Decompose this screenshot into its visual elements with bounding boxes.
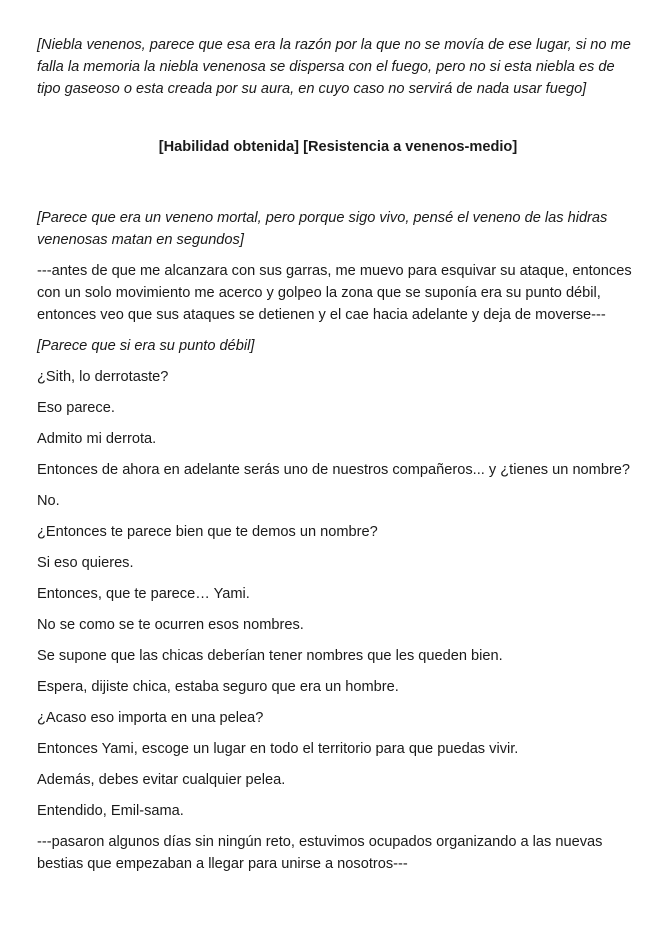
dialogue-line: Entonces Yami, escoge un lugar en todo el territorio para que puedas vivir. bbox=[37, 741, 519, 757]
dialogue-line: No. bbox=[37, 493, 60, 509]
dialogue-line: Admito mi derrota. bbox=[37, 431, 157, 447]
skill-obtained-heading: [Habilidad obtenida] [Resistencia a venenos-medio] bbox=[158, 139, 518, 155]
narration-paragraph: ---antes de que me alcanzara con sus garras, me muevo para esquivar su ataque, entonces con un solo movimiento me acerco y golpeo la zona que se suponía era su punto débil, entonces veo que sus ataques se detienen y el cae hacia adelante y deja de moverse--- bbox=[37, 263, 632, 323]
dialogue-line: Se supone que las chicas deberían tener nombres que les queden bien. bbox=[37, 648, 503, 664]
dialogue-line: Entonces de ahora en adelante serás uno de nuestros compañeros... y ¿tienes un nombre? bbox=[37, 462, 631, 478]
dialogue-line: Entendido, Emil-sama. bbox=[37, 803, 184, 819]
document-page bbox=[37, 34, 639, 884]
dialogue-line: Además, debes evitar cualquier pelea. bbox=[37, 772, 286, 788]
thought-paragraph: [Parece que si era su punto débil] bbox=[37, 338, 255, 354]
dialogue-line: Eso parece. bbox=[37, 400, 115, 416]
dialogue-line: ¿Sith, lo derrotaste? bbox=[37, 369, 169, 385]
intro-thought-paragraph: [Niebla venenos, parece que esa era la razón por la que no se movía de ese lugar, si no me falla la memoria la niebla venenosa se dispersa con el fuego, pero no si esta niebla es de tipo gaseoso o esta creada por su aura, en cuyo caso no servirá de nada usar fuego] bbox=[37, 37, 631, 97]
narration-paragraph: ---pasaron algunos días sin ningún reto, estuvimos ocupados organizando a las nuevas bestias que empezaban a llegar para unirse a nosotros--- bbox=[37, 834, 603, 872]
dialogue-line: Entonces, que te parece… Yami. bbox=[37, 586, 250, 602]
dialogue-line: ¿Acaso eso importa en una pelea? bbox=[37, 710, 264, 726]
dialogue-line: ¿Entonces te parece bien que te demos un nombre? bbox=[37, 524, 378, 540]
dialogue-line: No se como se te ocurren esos nombres. bbox=[37, 617, 304, 633]
thought-paragraph: [Parece que era un veneno mortal, pero porque sigo vivo, pensé el veneno de las hidras venenosas matan en segundos] bbox=[37, 210, 608, 248]
dialogue-line: Si eso quieres. bbox=[37, 555, 134, 571]
dialogue-line: Espera, dijiste chica, estaba seguro que era un hombre. bbox=[37, 679, 399, 695]
